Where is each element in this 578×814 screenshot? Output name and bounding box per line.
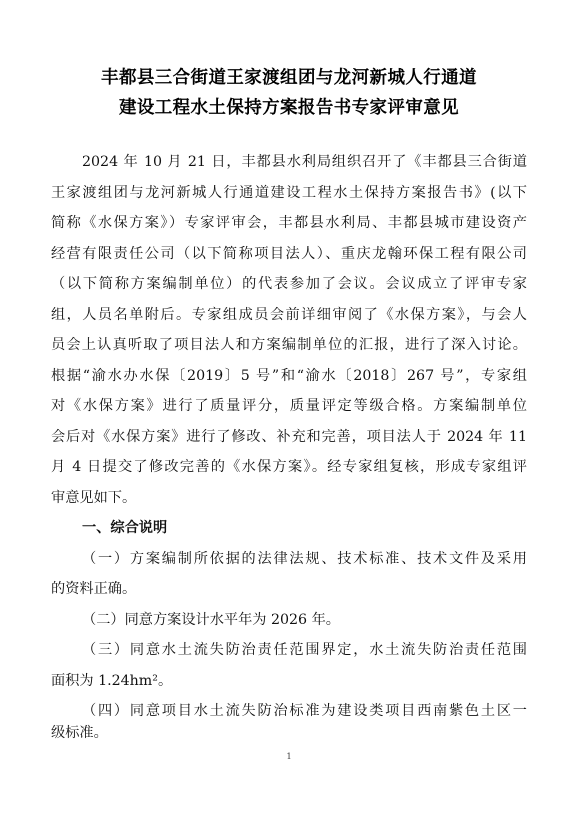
section-heading: 一、综合说明 bbox=[82, 520, 168, 536]
intro-paragraph-line: 审意见如下。 bbox=[51, 490, 137, 506]
item-line: （四）同意项目水土流失防治标准为建设类项目西南紫色土区一 bbox=[82, 703, 527, 719]
intro-paragraph-line: （以下简称方案编制单位）的代表参加了会议。会议成立了评审专家 bbox=[51, 276, 527, 292]
item-line: （一）方案编制所依据的法律法规、技术标准、技术文件及采用 bbox=[82, 551, 527, 567]
item-line: 面积为 1.24hm²。 bbox=[51, 673, 173, 689]
intro-paragraph-line: 会后对《水保方案》进行了修改、补充和完善，项目法人于 2024 年 11 bbox=[51, 429, 527, 445]
item-line: （三）同意水土流失防治责任范围界定，水土流失防治责任范围 bbox=[82, 642, 527, 658]
intro-paragraph-line: 根据“渝水办水保〔2019〕5 号”和“渝水〔2018〕267 号”，专家组 bbox=[51, 368, 527, 384]
page-number: 1 bbox=[286, 752, 292, 761]
item-line: 级标准。 bbox=[51, 725, 108, 741]
intro-paragraph-line: 员会上认真听取了项目法人和方案编制单位的汇报，进行了深入讨论。 bbox=[51, 337, 527, 353]
intro-paragraph-line: 王家渡组团与龙河新城人行通道建设工程水土保持方案报告书》(以下 bbox=[51, 185, 527, 201]
intro-paragraph-line: 经营有限责任公司（以下简称项目法人）、重庆龙翰环保工程有限公司 bbox=[51, 246, 527, 262]
item-line: 的资料正确。 bbox=[51, 581, 137, 597]
intro-paragraph-line: 2024 年 10 月 21 日，丰都县水利局组织召开了《丰都县三合街道 bbox=[82, 154, 527, 170]
intro-paragraph-line: 简称《水保方案》）专家评审会，丰都县水利局、丰都县城市建设资产 bbox=[51, 215, 527, 231]
document-title-line-1: 丰都县三合街道王家渡组团与龙河新城人行通道 bbox=[101, 68, 477, 88]
intro-paragraph-line: 组，人员名单附后。专家组成员会前详细审阅了《水保方案》，与会人 bbox=[51, 307, 527, 323]
item-line: （二）同意方案设计水平年为 2026 年。 bbox=[82, 612, 340, 628]
document-title-line-2: 建设工程水土保持方案报告书专家评审意见 bbox=[118, 98, 460, 118]
intro-paragraph-line: 月 4 日提交了修改完善的《水保方案》。经专家组复核，形成专家组评 bbox=[51, 459, 527, 475]
intro-paragraph-line: 对《水保方案》进行了质量评分，质量评定等级合格。方案编制单位 bbox=[51, 398, 527, 414]
